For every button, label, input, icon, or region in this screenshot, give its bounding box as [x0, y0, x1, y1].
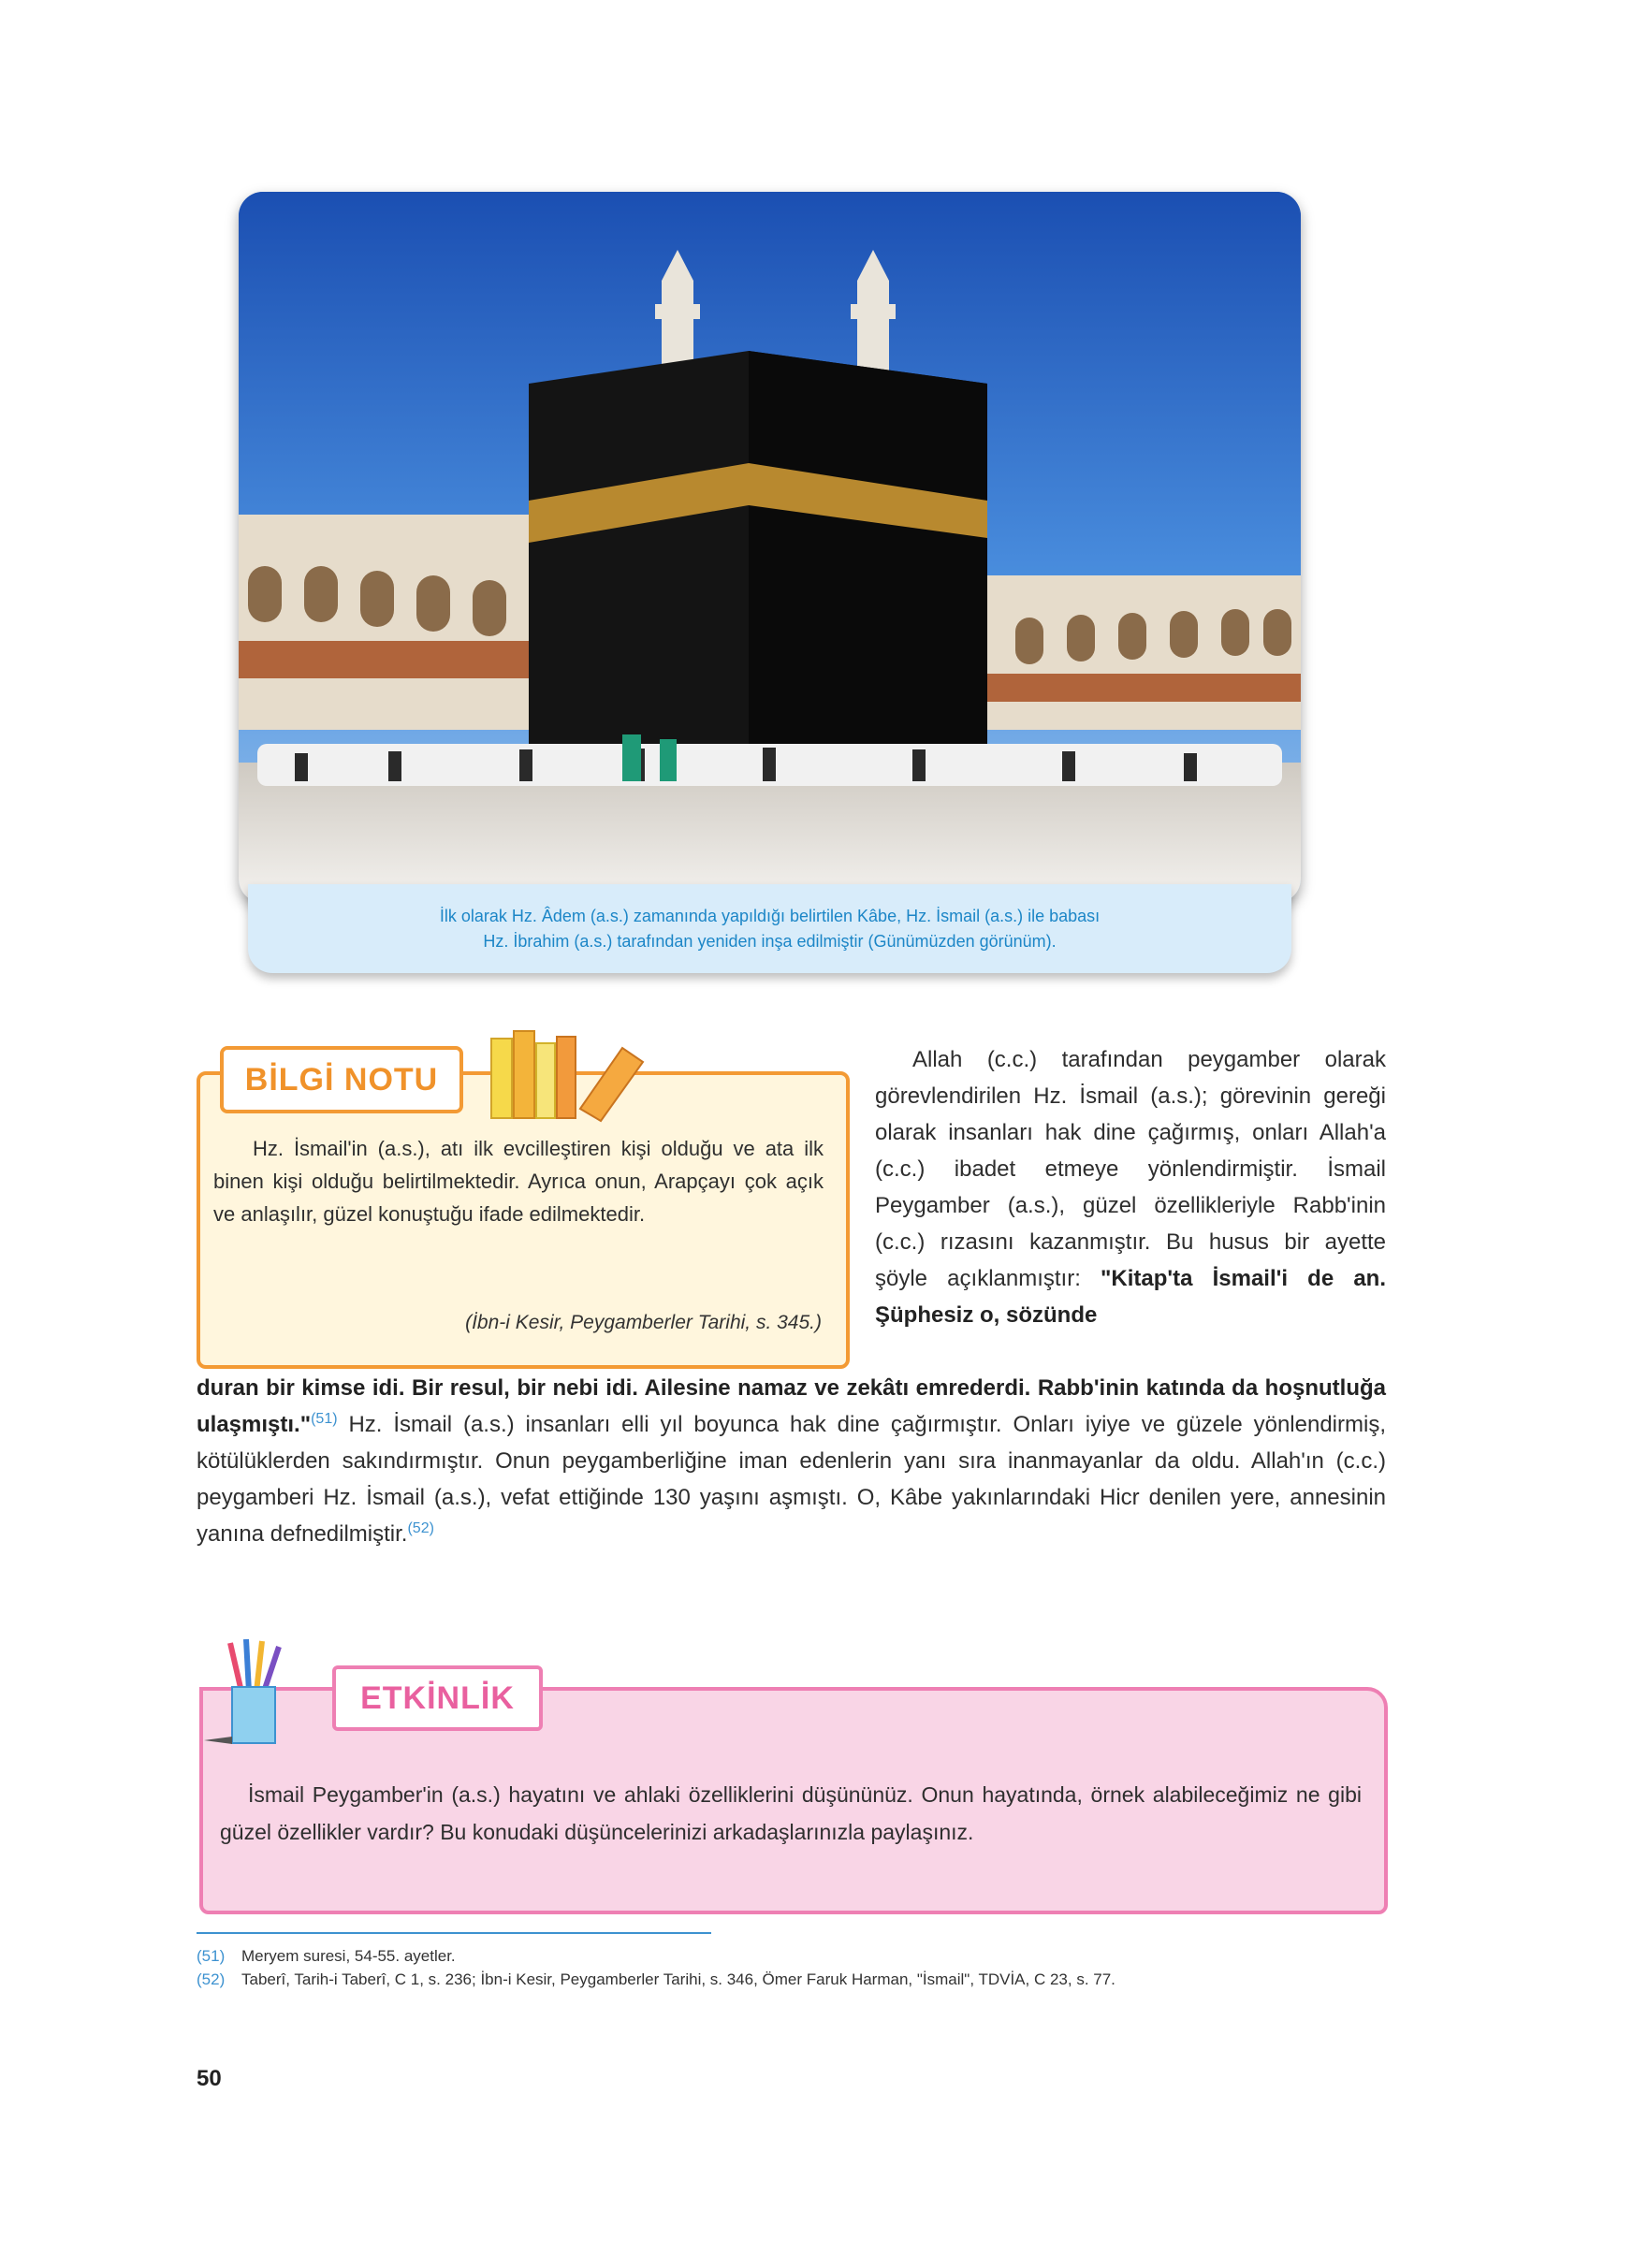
footnote-text: Taberî, Tarih-i Taberî, C 1, s. 236; İbn-i Kesir, Peygamberler Tarihi, s. 346, Ömer Faruk Harman, "İsmail", TDVİA, C 23, s. 77. [241, 1970, 1115, 1988]
kaaba-illustration [239, 192, 1301, 903]
footnote-ref-51[interactable]: (51) [311, 1411, 338, 1427]
pencil-cup-icon [204, 1636, 307, 1748]
kaaba-photo [239, 192, 1301, 903]
footnote-ref-52[interactable]: (52) [407, 1520, 434, 1536]
books-icon [482, 1020, 650, 1123]
quote-part-2: duran bir kimse idi. Bir resul, bir nebi idi. Ailesine namaz ve zekâtı emrederdi. Rabb'inin katında da hoşnutluğa ulaşmıştı." [197, 1375, 1386, 1437]
footnote-52 [197, 1968, 1376, 1991]
body-full-text: Hz. İsmail (a.s.) insanları elli yıl boyunca hak dine çağırmıştır. Onları iyiye ve güzele yönlendirmiş, kötülüklerden sakındırmıştır. Onun peygamberliğine iman edenlerin yanı sıra inanmayanlar da oldu. Allah'ın (c.c.) peygamberi Hz. İsmail (a.s.), vefat ettiğinde 130 yaşını aşmıştı. O, Kâbe yakınlarındaki Hicr denilen yere, annesinin yanına defnedilmiştir. [197, 1412, 1386, 1547]
footnote-text: Meryem suresi, 54-55. ayetler. [241, 1947, 456, 1965]
footnote-number: (51) [197, 1947, 226, 1965]
body-paragraph-column [875, 1041, 1386, 1333]
body-paragraph-full [197, 1370, 1386, 1552]
caption-line-2: Hz. İbrahim (a.s.) tarafından yeniden inşa edilmiştir (Günümüzden görünüm). [483, 931, 1057, 951]
photo-caption [248, 884, 1291, 973]
footnote-number: (52) [197, 1970, 226, 1988]
info-note-text: Hz. İsmail'in (a.s.), atı ilk evcilleştiren kişi olduğu ve ata ilk binen kişi olduğu belirtilmektedir. Ayrıca onun, Arapçayı çok açık ve anlaşılır, güzel konuştuğu ifade edilmektedir. [213, 1137, 824, 1226]
quote-part-1: "Kitap'ta İsmail'i de an. Şüphesiz o, sözünde [875, 1266, 1386, 1328]
footnotes [197, 1944, 1376, 1991]
activity-title: ETKİNLİK [332, 1665, 543, 1731]
body-column-text: Allah (c.c.) tarafından peygamber olarak görevlendirilen Hz. İsmail (a.s.); görevinin gereği olarak insanları hak dine çağırmış, onları Allah'a (c.c.) ibadet etmeye yönlendirmiştir. İsmail Peygamber (a.s.), güzel özellikleriyle Rabb'inin (c.c.) rızasını kazanmıştır. Bu husus bir ayette şöyle açıklanmıştır: [875, 1047, 1386, 1291]
info-note-source: (İbn-i Kesir, Peygamberler Tarihi, s. 345.) [465, 1312, 822, 1333]
activity-text: İsmail Peygamber'in (a.s.) hayatını ve ahlaki özelliklerini düşününüz. Onun hayatında, örnek alabileceğimiz ne gibi güzel özellikler vardır? Bu konudaki düşüncelerinizi arkadaşlarınızla paylaşınız. [220, 1782, 1362, 1844]
footnote-51 [197, 1944, 1376, 1968]
info-note-title: BİLGİ NOTU [220, 1046, 463, 1113]
caption-line-1: İlk olarak Hz. Âdem (a.s.) zamanında yapıldığı belirtilen Kâbe, Hz. İsmail (a.s.) ile babası [439, 906, 1101, 925]
footnote-divider [197, 1932, 711, 1934]
page-number: 50 [197, 2066, 222, 2091]
